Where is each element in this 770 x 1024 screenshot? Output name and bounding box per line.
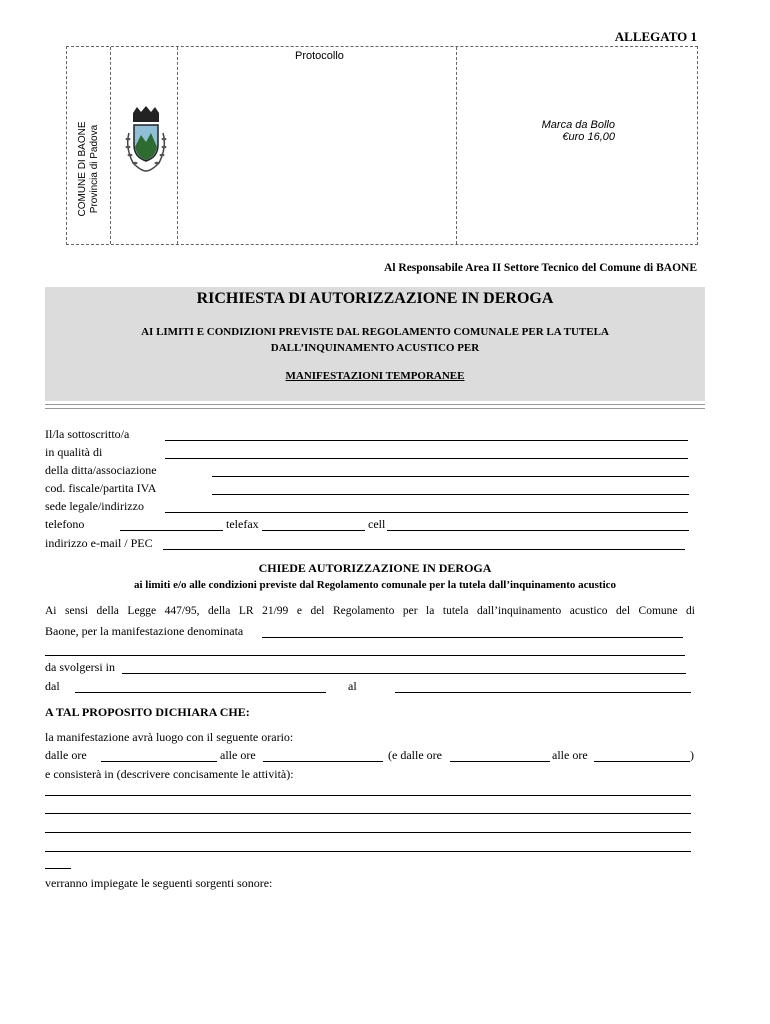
- consistera-label: e consisterà in (descrivere concisamente le attività):: [45, 767, 294, 781]
- alle-ore2-field[interactable]: [594, 761, 690, 762]
- cf-field[interactable]: [212, 494, 689, 495]
- request-body-line2: Baone, per la manifestazione denominata: [45, 624, 244, 638]
- attivita-line-5[interactable]: [45, 868, 71, 869]
- protocollo-label: Protocollo: [295, 50, 344, 62]
- dal-field[interactable]: [75, 692, 326, 693]
- qualita-label: in qualità di: [45, 445, 103, 459]
- ditta-field[interactable]: [212, 476, 689, 477]
- svolgersi-field[interactable]: [122, 673, 686, 674]
- al-label: al: [348, 679, 357, 693]
- alle-ore-label: alle ore: [220, 748, 256, 762]
- e-dalle-ore-label: (e dalle ore: [388, 748, 442, 762]
- subtitle-line2: DALL’INQUINAMENTO ACUSTICO PER: [270, 342, 480, 354]
- telefax-label: telefax: [226, 517, 259, 531]
- addressee: Al Responsabile Area II Settore Tecnico del Comune di BAONE: [384, 262, 697, 274]
- telefax-field[interactable]: [262, 530, 365, 531]
- subtitle-line1: AI LIMITI E CONDIZIONI PREVISTE DAL REGOLAMENTO COMUNALE PER LA TUTELA: [141, 326, 609, 338]
- sede-label: sede legale/indirizzo: [45, 499, 144, 513]
- dalle-ore-field[interactable]: [101, 761, 217, 762]
- cf-label: cod. fiscale/partita IVA: [45, 481, 157, 495]
- al-field[interactable]: [395, 692, 691, 693]
- manifestazione-name-field-2[interactable]: [45, 655, 685, 656]
- request-subheading: ai limiti e/o alle condizioni previste dal Regolamento comunale per la tutela dall’inquinamento acustico: [133, 579, 617, 591]
- e-dalle-ore-field[interactable]: [450, 761, 550, 762]
- qualita-field[interactable]: [165, 458, 688, 459]
- orario-label: la manifestazione avrà luogo con il seguente orario:: [45, 730, 294, 744]
- provincia-name: Provincia di Padova: [89, 124, 100, 214]
- attivita-line-4[interactable]: [45, 851, 691, 852]
- marca-bollo-amount: €uro 16,00: [562, 131, 615, 143]
- sorgenti-label: verranno impiegate le seguenti sorgenti sonore:: [45, 876, 273, 890]
- subtitle-line3: MANIFESTAZIONI TEMPORANEE: [285, 370, 465, 382]
- svolgersi-label: da svolgersi in: [45, 660, 115, 674]
- email-label: indirizzo e-mail / PEC: [45, 536, 153, 550]
- alle-ore2-label: alle ore: [552, 748, 588, 762]
- request-heading: CHIEDE AUTORIZZAZIONE IN DEROGA: [258, 561, 492, 575]
- manifestazione-name-field[interactable]: [262, 637, 683, 638]
- cell-field[interactable]: [387, 530, 689, 531]
- coat-of-arms-logo: [121, 105, 171, 180]
- close-paren: ): [690, 748, 694, 762]
- page-title: RICHIESTA DI AUTORIZZAZIONE IN DEROGA: [196, 290, 554, 307]
- comune-text: [77, 119, 101, 219]
- allegato-label: ALLEGATO 1: [614, 29, 697, 44]
- ditta-label: della ditta/associazione: [45, 463, 157, 477]
- dalle-ore-label: dalle ore: [45, 748, 87, 762]
- telefono-field[interactable]: [120, 530, 223, 531]
- request-body-line1: Ai sensi della Legge 447/95, della LR 21/99 e del Regolamento per la tutela dall’inquinamento acustico del Comune di: [45, 605, 695, 617]
- attivita-line-2[interactable]: [45, 813, 691, 814]
- cell-label: cell: [368, 517, 386, 531]
- attivita-line-1[interactable]: [45, 795, 691, 796]
- alle-ore-field[interactable]: [263, 761, 383, 762]
- telefono-label: telefono: [45, 517, 85, 531]
- dal-label: dal: [45, 679, 60, 693]
- comune-name: COMUNE DI BAONE: [77, 121, 88, 217]
- header-box: [66, 46, 698, 245]
- email-field[interactable]: [163, 549, 685, 550]
- declaration-heading: A TAL PROPOSITO DICHIARA CHE:: [45, 705, 250, 719]
- sottoscritto-label: Il/la sottoscritto/a: [45, 427, 130, 441]
- attivita-line-3[interactable]: [45, 832, 691, 833]
- sede-field[interactable]: [165, 512, 688, 513]
- marca-bollo-label: Marca da Bollo: [541, 119, 615, 131]
- sottoscritto-field[interactable]: [165, 440, 688, 441]
- title-band: [45, 287, 705, 401]
